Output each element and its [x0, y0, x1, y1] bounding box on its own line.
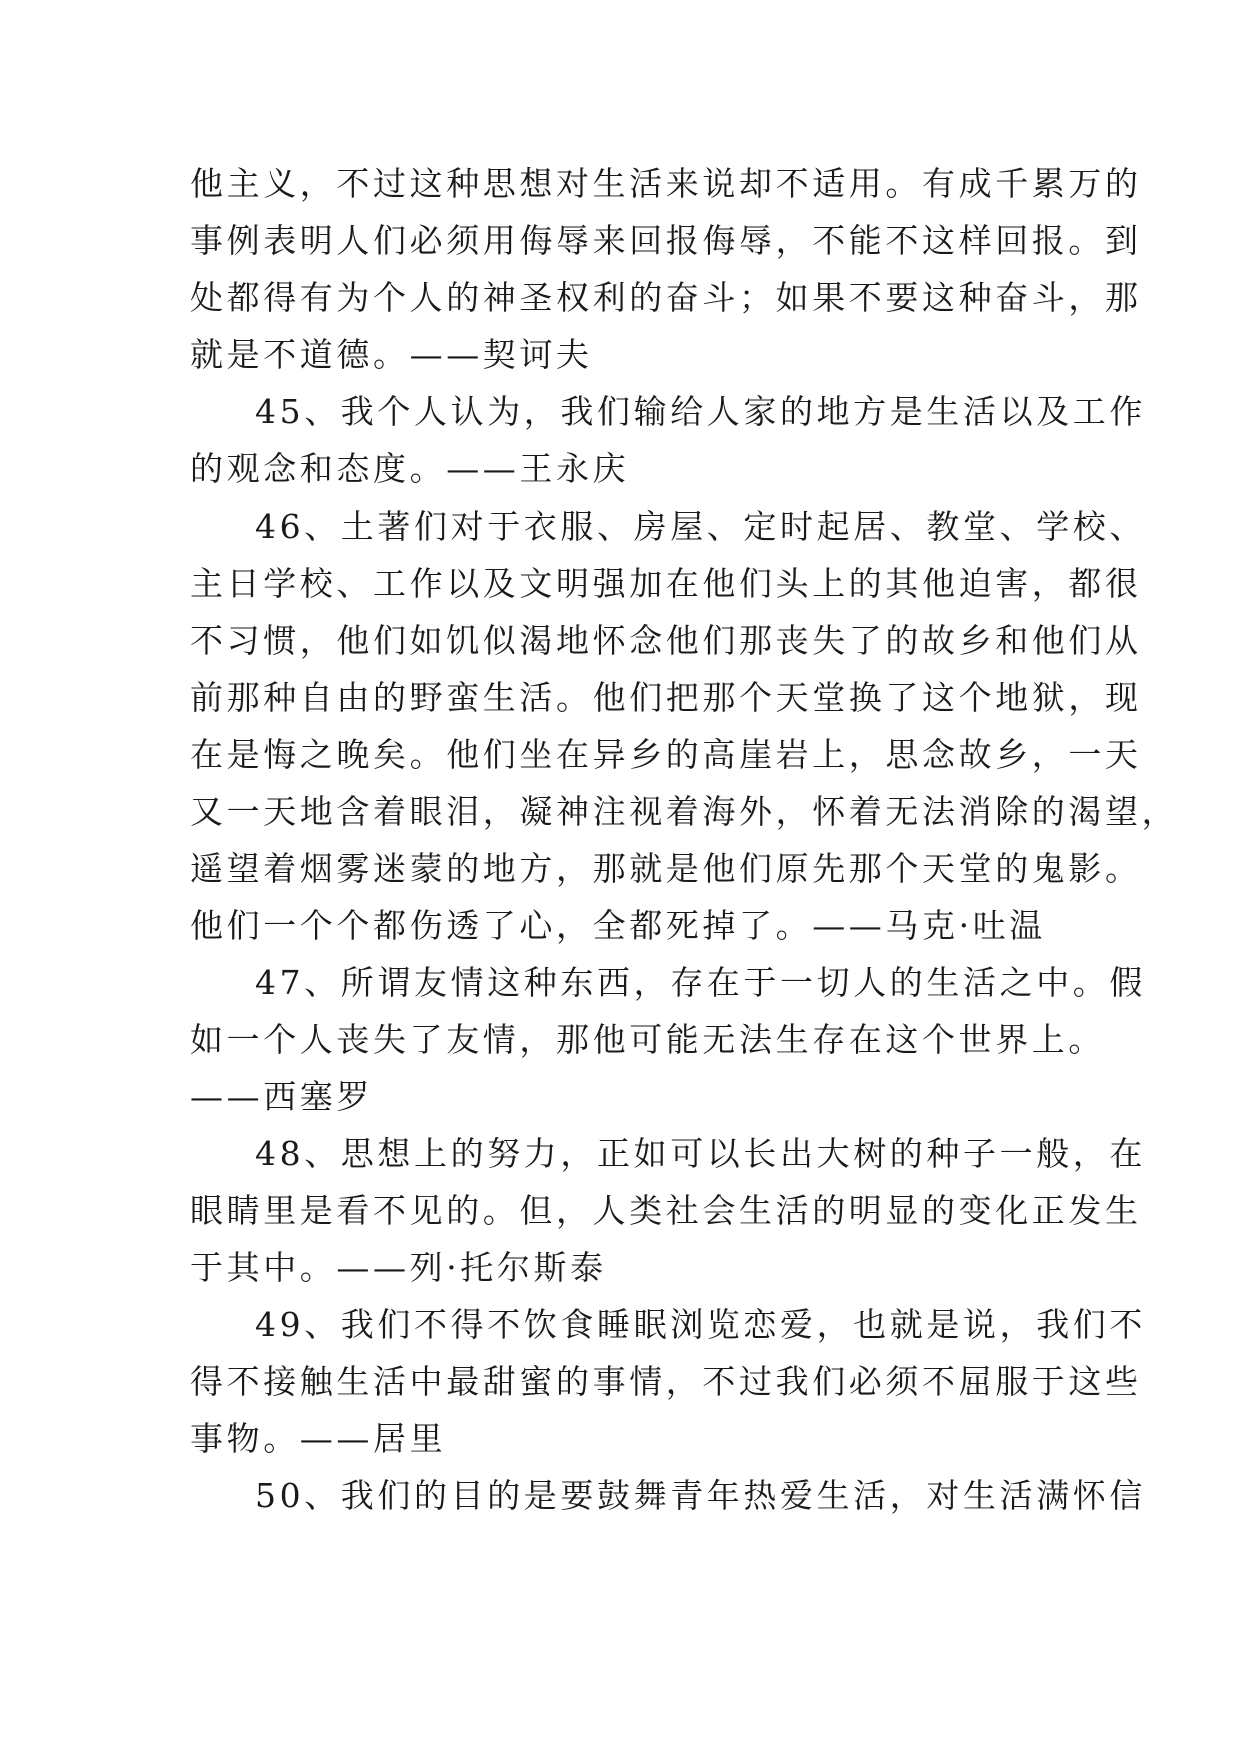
quote-47-start: 47、所谓友情这种东西，存在于一切人的生活之中。假	[255, 963, 1146, 1002]
text-line: 遥望着烟雾迷蒙的地方，那就是他们原先那个天堂的鬼影。	[190, 849, 1142, 888]
text-line: 前那种自由的野蛮生活。他们把那个天堂换了这个地狱，现	[190, 678, 1142, 717]
text-line: 处都得有为个人的神圣权利的奋斗；如果不要这种奋斗，那	[190, 278, 1142, 317]
quote-49-start: 49、我们不得不饮食睡眠浏览恋爱，也就是说，我们不	[255, 1305, 1146, 1344]
text-line: 就是不道德。——契诃夫	[190, 335, 593, 374]
text-line: 眼睛里是看不见的。但，人类社会生活的明显的变化正发生	[190, 1191, 1142, 1230]
text-line: 在是悔之晚矣。他们坐在异乡的高崖岩上，思念故乡，一天	[190, 735, 1142, 774]
quote-48-start: 48、思想上的努力，正如可以长出大树的种子一般，在	[255, 1134, 1146, 1173]
text-line: 得不接触生活中最甜蜜的事情，不过我们必须不屈服于这些	[190, 1362, 1142, 1401]
text-line: 不习惯，他们如饥似渴地怀念他们那丧失了的故乡和他们从	[190, 621, 1142, 660]
text-line: 如一个人丧失了友情，那他可能无法生存在这个世界上。	[190, 1020, 1105, 1059]
text-line: 的观念和态度。——王永庆	[190, 449, 630, 488]
text-line: ——西塞罗	[190, 1077, 373, 1116]
text-line: 主日学校、工作以及文明强加在他们头上的其他迫害，都很	[190, 564, 1142, 603]
text-line: 于其中。——列·托尔斯泰	[190, 1248, 607, 1287]
text-line: 又一天地含着眼泪，凝神注视着海外，怀着无法消除的渴望，	[190, 792, 1179, 831]
text-line: 他们一个个都伤透了心，全都死掉了。——马克·吐温	[190, 906, 1046, 945]
quote-50-start: 50、我们的目的是要鼓舞青年热爱生活，对生活满怀信	[255, 1476, 1146, 1515]
text-line: 他主义，不过这种思想对生活来说却不适用。有成千累万的	[190, 164, 1142, 203]
quote-45-start: 45、我个人认为，我们输给人家的地方是生活以及工作	[255, 392, 1146, 431]
text-line: 事物。——居里	[190, 1419, 447, 1458]
quote-46-start: 46、土著们对于衣服、房屋、定时起居、教堂、学校、	[255, 507, 1146, 546]
text-line: 事例表明人们必须用侮辱来回报侮辱，不能不这样回报。到	[190, 221, 1142, 260]
